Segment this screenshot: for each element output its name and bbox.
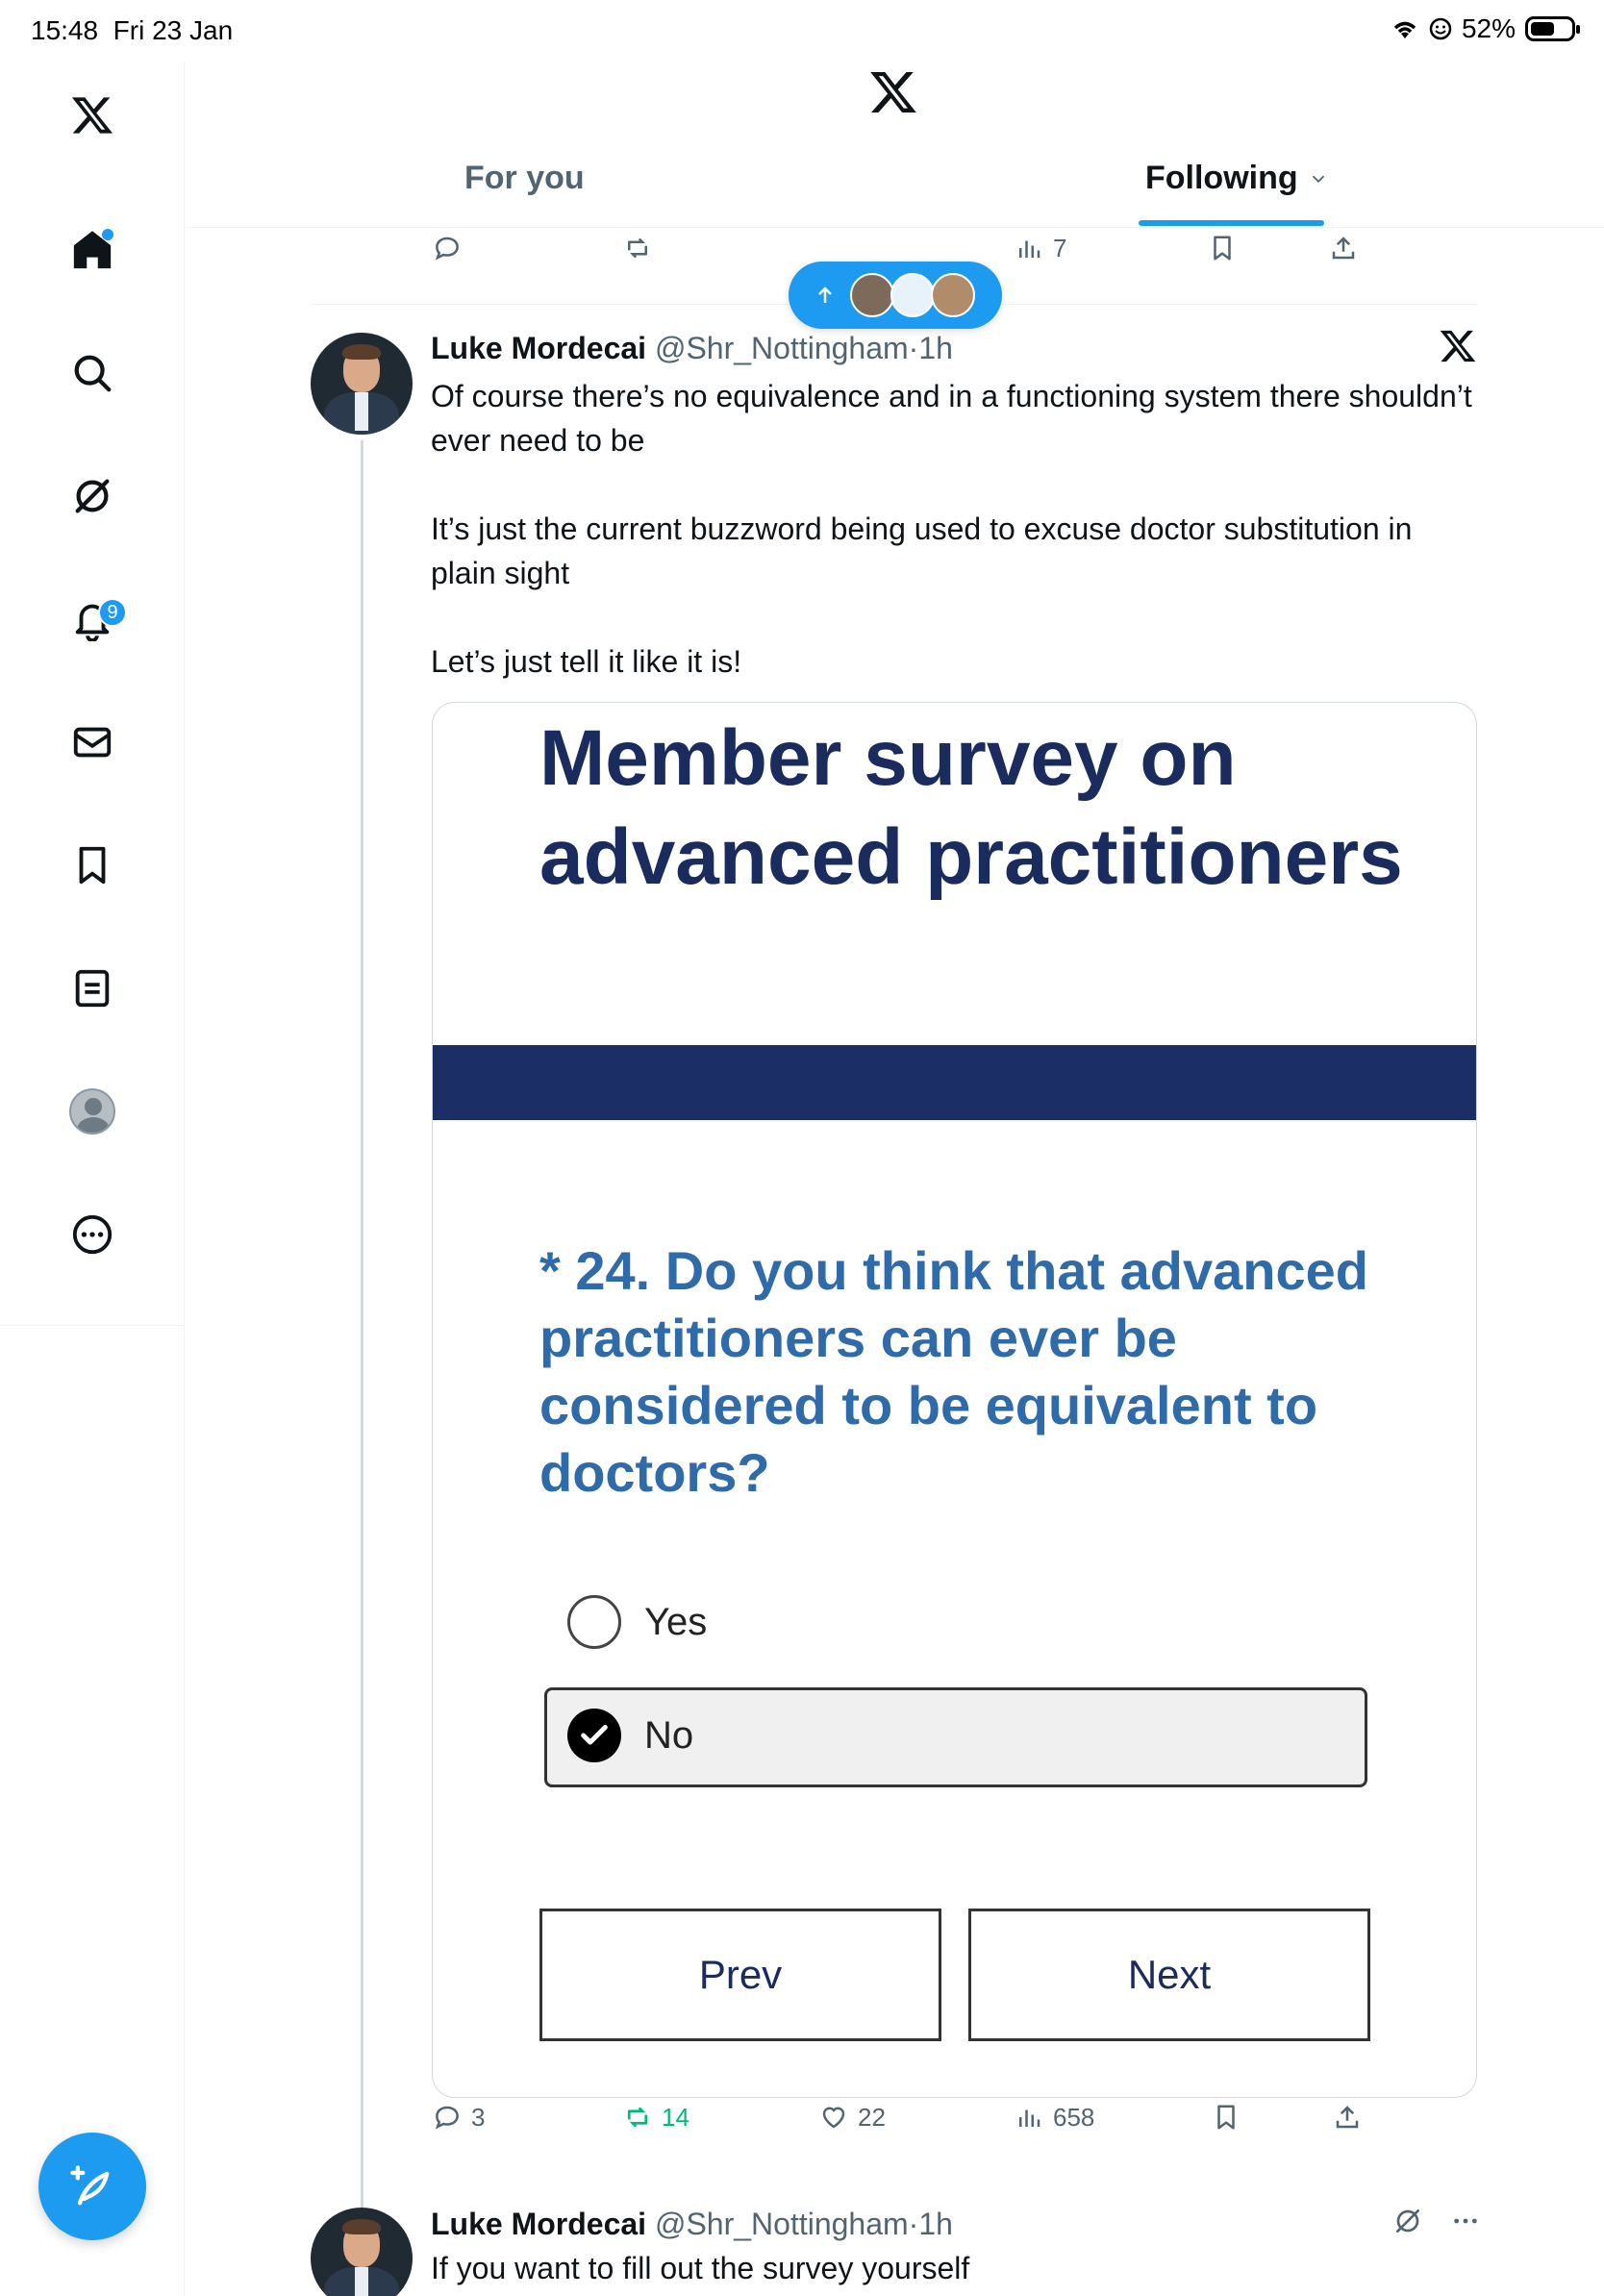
author-avatar[interactable] (311, 333, 413, 435)
nav-more[interactable] (58, 1200, 127, 1269)
pill-avatar (890, 273, 935, 317)
date: Fri 23 Jan (113, 15, 234, 45)
bookmark-button[interactable] (1208, 234, 1237, 262)
option-yes-label: Yes (644, 1600, 708, 1643)
timeline-header (186, 62, 1604, 228)
list-icon (70, 966, 114, 1011)
x-logo-icon[interactable] (58, 81, 127, 150)
chevron-down-icon[interactable] (1308, 168, 1329, 189)
left-nav-rail (0, 62, 185, 2296)
tab-following-label: Following (1145, 160, 1298, 196)
more-horizontal-icon[interactable] (1450, 2206, 1481, 2236)
share-icon (1333, 2103, 1362, 2132)
clock: 15:48 (31, 15, 99, 45)
survey-header-bar (433, 1045, 1477, 1120)
author-handle[interactable]: @Shr_Nottingham (654, 331, 909, 365)
option-yes[interactable] (567, 1595, 707, 1649)
x-logo-icon[interactable] (1439, 327, 1477, 365)
status-time (31, 15, 233, 46)
separator-dot: · (908, 2207, 919, 2241)
tweet-time[interactable]: 1h (918, 2207, 953, 2241)
focus-smiley-icon (1429, 17, 1452, 40)
status-right (1391, 13, 1575, 44)
bookmark-button[interactable] (1212, 2103, 1241, 2132)
grok-icon (70, 474, 114, 518)
radio-unchecked-icon (567, 1595, 621, 1649)
heart-icon (819, 2103, 848, 2132)
avatar-shirt (355, 392, 368, 431)
reply-tweet-menu (1392, 2206, 1481, 2236)
bookmark-icon (70, 843, 114, 887)
nav-home[interactable] (58, 215, 127, 285)
wifi-icon (1391, 17, 1419, 40)
views-chart-icon (1015, 2103, 1043, 2132)
home-unread-dot (102, 229, 113, 240)
option-no-label: No (644, 1713, 694, 1757)
pill-avatar (850, 273, 894, 317)
nav-bookmarks[interactable] (58, 831, 127, 900)
reply-button[interactable] (433, 234, 462, 262)
battery-icon (1525, 16, 1575, 41)
repost-button[interactable] (623, 2103, 689, 2133)
tab-for-you[interactable]: For you (464, 160, 585, 196)
status-bar (0, 0, 1604, 62)
share-button[interactable] (1333, 2103, 1362, 2132)
repost-icon (623, 2103, 652, 2132)
survey-title: Member survey on advanced practitioners (539, 714, 1403, 901)
compose-post-button[interactable] (38, 2133, 146, 2240)
x-logo-icon[interactable] (868, 67, 918, 117)
bookmark-icon (1212, 2103, 1241, 2132)
author-name[interactable]: Luke Mordecai (431, 331, 647, 365)
reply-author-avatar[interactable] (311, 2208, 413, 2296)
views-button[interactable] (1015, 234, 1066, 263)
repost-count: 14 (662, 2102, 689, 2132)
new-posts-pill[interactable] (789, 262, 1002, 329)
tweet-time[interactable]: 1h (918, 331, 953, 365)
like-button[interactable] (819, 2103, 886, 2133)
repost-button[interactable] (623, 234, 652, 262)
bookmark-icon (1208, 234, 1237, 262)
avatar-hair (342, 344, 381, 360)
arrow-up-icon (814, 284, 837, 307)
survey-prev-button: Prev (539, 1909, 941, 2041)
profile-avatar (69, 1088, 115, 1135)
notifications-badge: 9 (98, 598, 127, 627)
active-tab-indicator (1139, 220, 1324, 226)
battery-percent: 52% (1461, 13, 1516, 43)
tweet-header (431, 331, 953, 366)
separator-dot: · (908, 331, 919, 365)
reply-count: 3 (471, 2102, 486, 2132)
envelope-icon (70, 720, 114, 764)
nav-grok[interactable] (58, 462, 127, 531)
nav-profile[interactable] (58, 1077, 127, 1146)
reply-tweet-header (431, 2207, 953, 2242)
reply-icon (433, 234, 462, 262)
option-no[interactable] (567, 1709, 693, 1762)
question-text: Do you think that advanced practitioners can ever be considered to be equivalent to doctors? (539, 1240, 1368, 1503)
tweet-text: Of course there’s no equivalence and in a functioning system there shouldn’t ever need to be It’s just the current buzzword being used to excuse doctor substitution in plain sight Let’s just tell it like it is! (431, 379, 1472, 679)
avatar-hair (342, 2219, 381, 2234)
more-circle-icon (70, 1212, 114, 1257)
nav-search[interactable] (58, 338, 127, 408)
survey-next-button: Next (968, 1909, 1370, 2041)
survey-question (539, 1237, 1405, 1507)
radio-checked-icon (567, 1709, 621, 1762)
reply-button[interactable] (433, 2103, 485, 2133)
views-count: 658 (1053, 2102, 1095, 2132)
nav-lists[interactable] (58, 954, 127, 1023)
thread-connector (361, 440, 363, 2229)
like-count: 22 (858, 2102, 886, 2132)
tweet-media-image[interactable] (432, 702, 1477, 2098)
pill-avatar (931, 273, 975, 317)
tab-following[interactable] (1145, 160, 1329, 197)
share-button[interactable] (1329, 234, 1358, 262)
views-chart-icon (1015, 234, 1043, 262)
search-icon (70, 351, 114, 395)
nav-messages[interactable] (58, 708, 127, 777)
reply-tweet-text: If you want to fill out the survey yourself (431, 2251, 970, 2285)
views-count: 7 (1053, 233, 1067, 262)
grok-icon[interactable] (1392, 2206, 1423, 2236)
repost-icon (623, 234, 652, 262)
avatar-shirt (355, 2267, 368, 2296)
nav-notifications[interactable] (58, 585, 127, 654)
rail-separator (0, 1325, 185, 1326)
author-name[interactable]: Luke Mordecai (431, 2207, 647, 2241)
reply-icon (433, 2103, 462, 2132)
question-number: * 24. (539, 1240, 651, 1301)
share-icon (1329, 234, 1358, 262)
feather-plus-icon (67, 2161, 117, 2211)
views-button[interactable] (1015, 2103, 1094, 2133)
author-handle[interactable]: @Shr_Nottingham (654, 2207, 909, 2241)
